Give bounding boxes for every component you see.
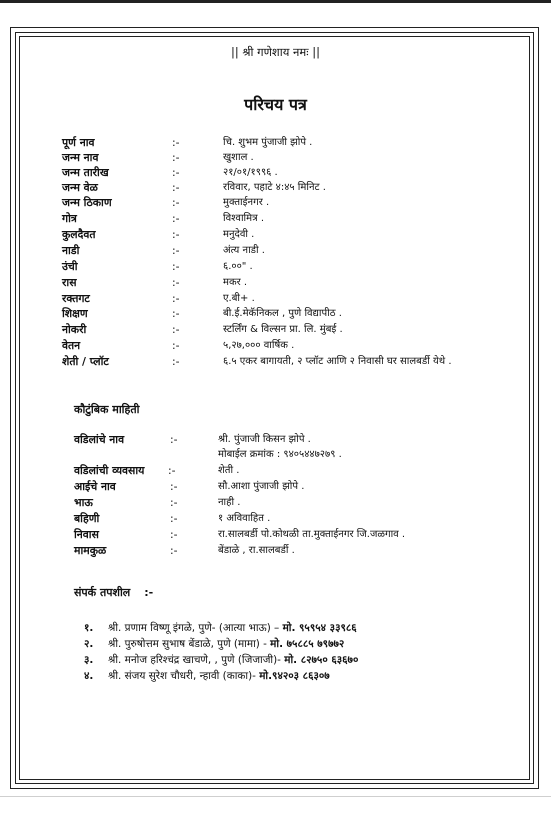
family-label: मामकुळ [74, 544, 107, 557]
detail-value: रविवार, पहाटे ४:४५ मिनिट . [223, 182, 326, 193]
detail-label: गोत्र [62, 212, 77, 225]
detail-label: पूर्ण नाव [62, 136, 95, 149]
bottom-divider [0, 796, 551, 797]
contact-number: १. [84, 622, 94, 634]
detail-value: मकर . [223, 277, 248, 288]
separator: :- [170, 544, 178, 557]
contact-item [84, 637, 344, 651]
family-label: वडिलांचे नाव [74, 433, 125, 446]
separator: :- [172, 244, 180, 257]
separator: :- [170, 512, 178, 525]
detail-value: विश्वामित्र . [223, 213, 264, 224]
separator: :- [144, 586, 154, 599]
detail-value: खुशाल . [223, 152, 254, 163]
separator: :- [172, 307, 180, 320]
detail-label: रास [62, 276, 77, 289]
contact-item [84, 669, 330, 683]
top-border-line [0, 0, 551, 3]
contact-text: श्री. संजय सुरेश चौधरी, न्हावी (काका)- [108, 670, 260, 682]
separator: :- [172, 181, 180, 194]
detail-value: बी.ई.मेकॅनिकल , पुणे विद्यापीठ . [223, 308, 342, 319]
separator: :- [170, 496, 178, 509]
family-label: आईचे नाव [74, 480, 116, 493]
invocation-line: || श्री गणेशाय नमः || [230, 45, 321, 59]
detail-label: वेतन [62, 339, 81, 352]
separator: :- [172, 323, 180, 336]
detail-value: ५,२७,००० वार्षिक . [223, 340, 295, 351]
separator: :- [168, 464, 176, 477]
separator: :- [170, 433, 178, 446]
contact-number: ४. [84, 670, 94, 682]
document-title: परिचय पत्र [244, 95, 307, 114]
contact-mobile: मो.९४२०३ ८६३०७ [259, 670, 330, 682]
detail-value: ए.बी+ . [223, 293, 255, 304]
contact-mobile: मो. ८२७५० ६३६७० [284, 654, 359, 666]
detail-value: ६.००" . [223, 261, 253, 272]
family-value: सौ.आशा पुंजाजी झोपे . [218, 481, 305, 492]
contact-item [84, 621, 357, 635]
contact-heading-text: संपर्क तपशील [74, 586, 131, 599]
detail-label: जन्म नाव [62, 151, 99, 164]
separator: :- [172, 355, 180, 368]
separator: :- [172, 228, 180, 241]
separator: :- [172, 339, 180, 352]
family-value: बेंडाळे , रा.सालबर्डी . [218, 545, 295, 556]
detail-label: जन्म वेळ [62, 181, 98, 194]
separator: :- [172, 292, 180, 305]
detail-value: मुक्ताईनगर . [223, 197, 270, 208]
detail-value: स्टर्लिंग & विल्सन प्रा. लि. मुंबई . [223, 324, 343, 335]
family-label: बहिणी [74, 512, 100, 525]
separator: :- [172, 276, 180, 289]
family-value: मोबाईल क्रमांक : ९४०५४४७२७९ . [218, 449, 342, 460]
separator: :- [172, 166, 180, 179]
family-label: वडिलांची व्यवसाय [74, 464, 145, 477]
contact-text: श्री. प्रणाम विष्णू इंगळे, पुणे- (आत्या भाऊ) – [108, 622, 283, 634]
detail-label: जन्म ठिकाण [62, 196, 112, 209]
separator: :- [172, 151, 180, 164]
detail-label: शेती / प्लॉट [62, 355, 109, 368]
separator: :- [172, 196, 180, 209]
family-value: शेती . [218, 465, 240, 476]
family-label: भाऊ [74, 496, 93, 509]
contact-mobile: मो. ९५९५४ ३३९८६ [282, 622, 357, 634]
separator: :- [172, 260, 180, 273]
detail-label: रक्तगट [62, 292, 90, 305]
contact-item [84, 653, 358, 667]
contact-number: ३. [84, 654, 94, 666]
detail-value: २१/०१/१९९६ . [223, 167, 278, 178]
detail-value: चि. शुभम पुंजाजी झोपे . [223, 137, 313, 148]
contact-text: श्री. मनोज हरिश्चंद्र खाचणे, , पुणे (जिजाजी)- [108, 654, 285, 666]
detail-value: मनुदेवी . [223, 229, 255, 240]
detail-label: नोकरी [62, 323, 87, 336]
contact-mobile: मो. ७५८८५ ७९७७२ [270, 638, 345, 650]
contact-number: २. [84, 638, 94, 650]
family-value: श्री. पुंजाजी किसन झोपे . [218, 434, 311, 445]
family-label: निवास [74, 528, 99, 541]
separator: :- [172, 136, 180, 149]
detail-value: अंत्य नाडी . [223, 245, 265, 256]
separator: :- [170, 480, 178, 493]
family-value: १ अविवाहित . [218, 513, 271, 524]
detail-value: ६.५ एकर बागायती, २ प्लॉट आणि २ निवासी घर सालबर्डी येथे . [223, 356, 452, 367]
detail-label: कुलदैवत [62, 228, 96, 241]
separator: :- [170, 528, 178, 541]
detail-label: जन्म तारीख [62, 166, 109, 179]
contact-text: श्री. पुरुषोत्तम सुभाष बेंडाळे, पुणे (मामा) - [108, 638, 271, 650]
detail-label: नाडी [62, 244, 80, 257]
family-value: नाही . [218, 497, 241, 508]
detail-label: शिक्षण [62, 307, 88, 320]
separator: :- [172, 212, 180, 225]
family-value: रा.सालबर्डी पो.कोथळी ता.मुक्ताईनगर जि.जळगाव . [218, 529, 406, 540]
contact-heading [74, 585, 153, 600]
family-heading: कौटुंबिक माहिती [74, 403, 140, 416]
detail-label: उंची [62, 260, 78, 273]
